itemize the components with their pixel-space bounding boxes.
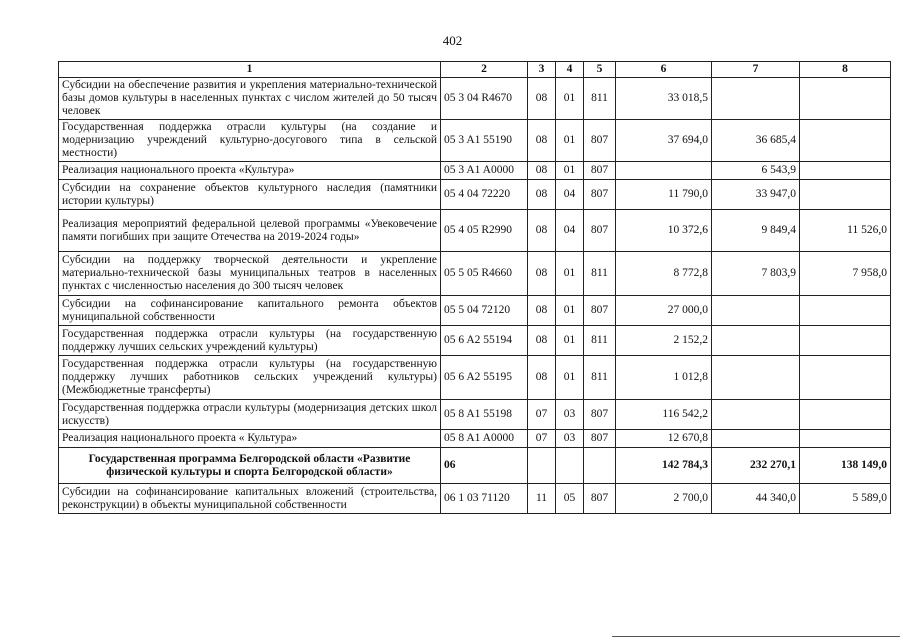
row-amount-col6: 11 790,0	[616, 180, 712, 210]
row-amount-col8	[800, 356, 891, 400]
page-number: 402	[442, 33, 463, 48]
row-expense-type: 807	[584, 180, 616, 210]
row-amount-col6: 2 152,2	[616, 326, 712, 356]
row-expense-type: 811	[584, 252, 616, 296]
row-amount-col6: 33 018,5	[616, 78, 712, 120]
row-amount-col7: 6 543,9	[712, 162, 800, 180]
row-expense-type: 811	[584, 78, 616, 120]
row-subsection: 01	[556, 162, 584, 180]
row-subsection: 05	[556, 484, 584, 514]
table-row	[59, 326, 891, 356]
row-subsection: 01	[556, 356, 584, 400]
row-code: 05 5 05 R4660	[441, 252, 528, 296]
row-section: 07	[528, 400, 556, 430]
row-section	[528, 448, 556, 484]
table-row	[59, 162, 891, 180]
col-header-7: 7	[712, 62, 800, 78]
budget-table	[58, 61, 891, 514]
row-name: Реализация мероприятий федеральной целевой программы «Увековечение памяти погибших при защите Отечества на 2019-2024 годы»	[59, 210, 441, 252]
col-header-5: 5	[584, 62, 616, 78]
row-amount-col7	[712, 326, 800, 356]
row-expense-type: 807	[584, 430, 616, 448]
scan-artifact-line	[612, 636, 900, 637]
row-amount-col7	[712, 400, 800, 430]
row-expense-type: 807	[584, 162, 616, 180]
row-code: 05 6 A2 55194	[441, 326, 528, 356]
row-amount-col7: 36 685,4	[712, 120, 800, 162]
row-amount-col6: 2 700,0	[616, 484, 712, 514]
row-name: Государственная поддержка отрасли культуры (на государственную поддержку лучших сельских учреждений культуры)	[59, 326, 441, 356]
row-section: 08	[528, 78, 556, 120]
table-row	[59, 400, 891, 430]
row-amount-col8	[800, 162, 891, 180]
row-amount-col6	[616, 162, 712, 180]
row-code: 05 8 A1 A0000	[441, 430, 528, 448]
row-section: 08	[528, 210, 556, 252]
row-amount-col7: 44 340,0	[712, 484, 800, 514]
row-expense-type: 807	[584, 484, 616, 514]
row-amount-col7	[712, 356, 800, 400]
row-amount-col8	[800, 400, 891, 430]
row-code: 05 5 04 72120	[441, 296, 528, 326]
row-amount-col7: 9 849,4	[712, 210, 800, 252]
row-section: 08	[528, 296, 556, 326]
row-amount-col6: 142 784,3	[616, 448, 712, 484]
row-section: 11	[528, 484, 556, 514]
row-section: 08	[528, 120, 556, 162]
row-subsection: 03	[556, 400, 584, 430]
row-code: 05 3 04 R4670	[441, 78, 528, 120]
row-amount-col6: 12 670,8	[616, 430, 712, 448]
row-subsection: 01	[556, 120, 584, 162]
row-subsection	[556, 448, 584, 484]
row-code: 05 4 04 72220	[441, 180, 528, 210]
row-expense-type: 807	[584, 400, 616, 430]
row-amount-col7	[712, 78, 800, 120]
row-code: 05 4 05 R2990	[441, 210, 528, 252]
row-amount-col8	[800, 430, 891, 448]
row-subsection: 03	[556, 430, 584, 448]
row-code: 05 6 A2 55195	[441, 356, 528, 400]
row-name: Государственная поддержка отрасли культуры (модернизация детских школ искусств)	[59, 400, 441, 430]
table-row	[59, 252, 891, 296]
row-name: Субсидии на поддержку творческой деятельности и укрепление материально-технической базы муниципальных театров в населенных пунктах с численностью населения до 300 тысяч человек	[59, 252, 441, 296]
row-expense-type	[584, 448, 616, 484]
row-expense-type: 807	[584, 296, 616, 326]
row-amount-col8: 7 958,0	[800, 252, 891, 296]
col-header-4: 4	[556, 62, 584, 78]
table-row	[59, 120, 891, 162]
row-section: 08	[528, 356, 556, 400]
row-code: 06 1 03 71120	[441, 484, 528, 514]
row-code: 05 8 A1 55198	[441, 400, 528, 430]
row-amount-col6: 37 694,0	[616, 120, 712, 162]
row-amount-col7: 7 803,9	[712, 252, 800, 296]
row-amount-col6: 116 542,2	[616, 400, 712, 430]
table-row	[59, 210, 891, 252]
col-header-2: 2	[441, 62, 528, 78]
table-row	[59, 78, 891, 120]
row-code: 05 3 A1 55190	[441, 120, 528, 162]
row-name: Реализация национального проекта « Культура»	[59, 430, 441, 448]
row-expense-type: 807	[584, 210, 616, 252]
row-name: Субсидии на софинансирование капитального ремонта объектов муниципальной собственности	[59, 296, 441, 326]
row-section: 08	[528, 180, 556, 210]
row-subsection: 04	[556, 210, 584, 252]
col-header-8: 8	[800, 62, 891, 78]
row-amount-col8: 5 589,0	[800, 484, 891, 514]
row-amount-col8	[800, 120, 891, 162]
row-subsection: 01	[556, 252, 584, 296]
row-amount-col7: 33 947,0	[712, 180, 800, 210]
col-header-3: 3	[528, 62, 556, 78]
table-row	[59, 430, 891, 448]
table-row	[59, 448, 891, 484]
row-subsection: 01	[556, 78, 584, 120]
row-expense-type: 807	[584, 120, 616, 162]
row-subsection: 04	[556, 180, 584, 210]
row-amount-col7	[712, 430, 800, 448]
row-amount-col7	[712, 296, 800, 326]
table-row	[59, 180, 891, 210]
row-name: Субсидии на обеспечение развития и укрепления материально-технической базы домов культуры в населенных пунктах с числом жителей до 50 тысяч человек	[59, 78, 441, 120]
row-name: Субсидии на сохранение объектов культурного наследия (памятники истории культуры)	[59, 180, 441, 210]
row-expense-type: 811	[584, 356, 616, 400]
row-amount-col8: 11 526,0	[800, 210, 891, 252]
col-header-1: 1	[59, 62, 441, 78]
row-subsection: 01	[556, 326, 584, 356]
row-name: Реализация национального проекта «Культура»	[59, 162, 441, 180]
table-row	[59, 356, 891, 400]
row-amount-col8: 138 149,0	[800, 448, 891, 484]
row-amount-col6: 1 012,8	[616, 356, 712, 400]
row-amount-col8	[800, 326, 891, 356]
table-row	[59, 296, 891, 326]
row-amount-col8	[800, 296, 891, 326]
row-amount-col8	[800, 78, 891, 120]
row-section: 08	[528, 252, 556, 296]
row-name: Государственная программа Белгородской области «Развитие физической культуры и спорта Белгородской области»	[59, 448, 441, 484]
row-amount-col6: 10 372,6	[616, 210, 712, 252]
row-section: 08	[528, 162, 556, 180]
table-header-row	[59, 62, 891, 78]
row-expense-type: 811	[584, 326, 616, 356]
row-subsection: 01	[556, 296, 584, 326]
row-name: Государственная поддержка отрасли культуры (на государственную поддержку лучших работников сельских учреждений культуры) (Межбюджетные трансферты)	[59, 356, 441, 400]
row-name: Субсидии на софинансирование капитальных вложений (строительства, реконструкции) в объекты муниципальной собственности	[59, 484, 441, 514]
row-name: Государственная поддержка отрасли культуры (на создание и модернизацию учреждений культурно-досугового типа в сельской местности)	[59, 120, 441, 162]
row-section: 08	[528, 326, 556, 356]
row-amount-col8	[800, 180, 891, 210]
row-code: 06	[441, 448, 528, 484]
table-row	[59, 484, 891, 514]
row-amount-col6: 8 772,8	[616, 252, 712, 296]
row-amount-col7: 232 270,1	[712, 448, 800, 484]
col-header-6: 6	[616, 62, 712, 78]
table-body	[59, 78, 891, 514]
row-amount-col6: 27 000,0	[616, 296, 712, 326]
row-section: 07	[528, 430, 556, 448]
row-code: 05 3 A1 A0000	[441, 162, 528, 180]
